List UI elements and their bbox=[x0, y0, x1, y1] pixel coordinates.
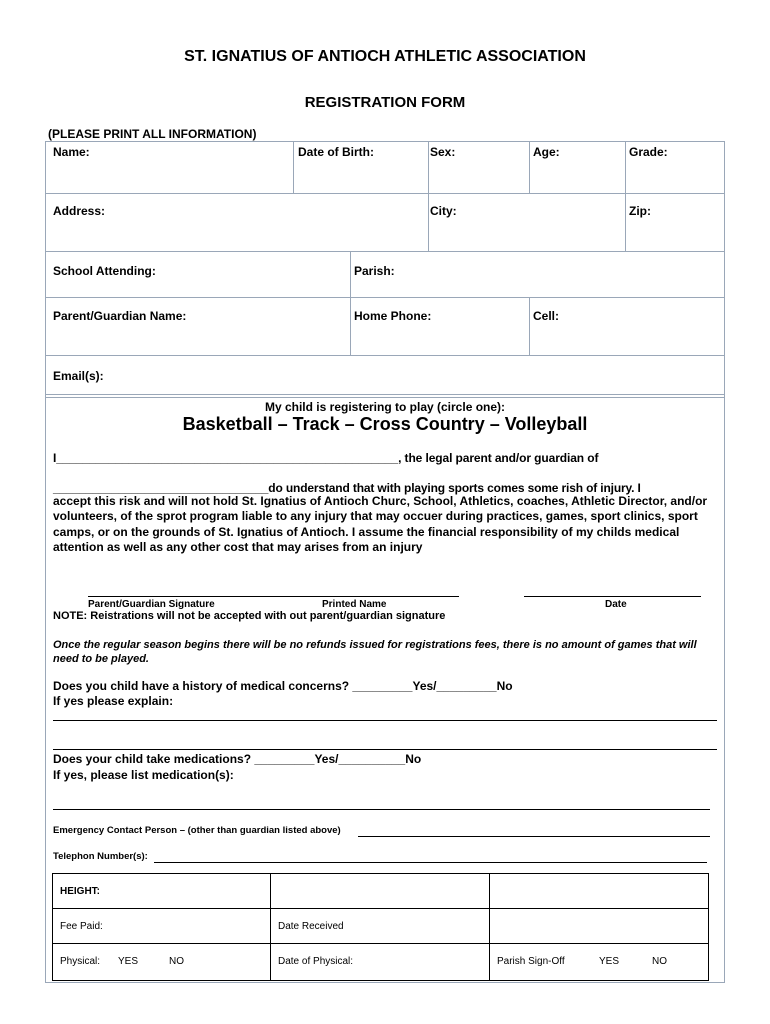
waiver-body: accept this risk and will not hold St. Ignatius of Antioch Churc, School, Athletics, coaches, Athletic Director, and/or volunteers, of the sprot program liable to any injury that may occuer during practices, games, sport clinics, sport camps, or on the grounds of St. Ignatius of Antioch. I assume the financial responsibility of my childs medical attention as well as any other cost that may arises from an injury bbox=[53, 494, 708, 555]
height-field[interactable]: HEIGHT: bbox=[60, 886, 100, 897]
grid-line bbox=[52, 908, 708, 909]
medications-list-label: If yes, please list medication(s): bbox=[53, 768, 234, 782]
waiver-line-guardian[interactable]: I____________________________________________________, the legal parent and/or guardian of bbox=[53, 451, 599, 465]
city-field[interactable]: City: bbox=[430, 204, 457, 218]
medications-question[interactable]: Does your child take medications? _________Yes/__________No bbox=[53, 752, 422, 766]
grid-line bbox=[428, 141, 429, 251]
form-title: ST. IGNATIUS OF ANTIOCH ATHLETIC ASSOCIATION bbox=[184, 48, 586, 65]
sex-field[interactable]: Sex: bbox=[430, 145, 456, 159]
waiver-line-child[interactable]: _________________________________do understand that with playing sports comes some rish of injury. I bbox=[53, 481, 641, 495]
parish-signoff-field: Parish Sign-Off bbox=[497, 956, 565, 967]
sport-prompt: My child is registering to play (circle one): bbox=[264, 400, 506, 414]
telephone-label: Telephon Number(s): bbox=[53, 851, 148, 862]
telephone-line[interactable] bbox=[154, 862, 707, 863]
physical-field: Physical: bbox=[60, 956, 101, 967]
grid-line bbox=[529, 297, 530, 355]
guardian-name-field[interactable]: Parent/Guardian Name: bbox=[53, 309, 187, 323]
grid-line bbox=[45, 193, 724, 194]
printed-name-label: Printed Name bbox=[322, 599, 387, 610]
grid-line bbox=[52, 943, 708, 944]
refund-notice: Once the regular season begins there will be no refunds issued for registrations fees, there is no amount of games that will need to be played. bbox=[53, 639, 697, 665]
grid-line bbox=[270, 873, 271, 980]
signoff-no-option[interactable]: NO bbox=[652, 956, 667, 967]
signoff-yes-option[interactable]: YES bbox=[599, 956, 620, 967]
physical-no-option[interactable]: NO bbox=[169, 956, 184, 967]
grid-line bbox=[45, 251, 724, 252]
grid-line bbox=[45, 297, 724, 298]
medical-history-question[interactable]: Does you child have a history of medical concerns? _________Yes/_________No bbox=[53, 679, 513, 693]
physical-yes-option[interactable]: YES bbox=[118, 956, 139, 967]
dob-field[interactable]: Date of Birth: bbox=[298, 145, 374, 159]
age-field[interactable]: Age: bbox=[533, 145, 560, 159]
grid-line bbox=[529, 141, 530, 193]
date-received-field[interactable]: Date Received bbox=[278, 921, 344, 932]
cell-field[interactable]: Cell: bbox=[533, 309, 560, 323]
date-label: Date bbox=[605, 599, 627, 610]
grid-line bbox=[625, 141, 626, 251]
grid-line bbox=[45, 355, 724, 356]
parish-field[interactable]: Parish: bbox=[354, 264, 395, 278]
date-line[interactable] bbox=[524, 596, 701, 597]
explain-line[interactable] bbox=[53, 749, 717, 750]
date-of-physical-field[interactable]: Date of Physical: bbox=[278, 956, 354, 967]
school-field[interactable]: School Attending: bbox=[53, 264, 156, 278]
grid-line bbox=[489, 873, 490, 980]
grid-line bbox=[293, 141, 294, 193]
sport-options[interactable]: Basketball – Track – Cross Country – Volleyball bbox=[182, 414, 588, 434]
print-instruction: (PLEASE PRINT ALL INFORMATION) bbox=[48, 127, 257, 141]
medications-line[interactable] bbox=[53, 809, 710, 810]
signature-label: Parent/Guardian Signature bbox=[88, 599, 215, 610]
home-phone-field[interactable]: Home Phone: bbox=[354, 309, 432, 323]
zip-field[interactable]: Zip: bbox=[629, 204, 651, 218]
address-field[interactable]: Address: bbox=[53, 204, 106, 218]
grid-line bbox=[45, 397, 724, 398]
signature-line[interactable] bbox=[88, 596, 459, 597]
emergency-contact-label: Emergency Contact Person – (other than guardian listed above) bbox=[53, 825, 341, 836]
fee-paid-field[interactable]: Fee Paid: bbox=[60, 921, 103, 932]
grade-field[interactable]: Grade: bbox=[629, 145, 668, 159]
form-subtitle: REGISTRATION FORM bbox=[304, 94, 466, 111]
medical-explain-label: If yes please explain: bbox=[53, 694, 174, 708]
explain-line[interactable] bbox=[53, 720, 717, 721]
grid-line bbox=[45, 394, 724, 395]
signature-note: NOTE: Reistrations will not be accepted with out parent/guardian signature bbox=[53, 610, 446, 622]
emergency-contact-line[interactable] bbox=[358, 836, 710, 837]
email-field[interactable]: Email(s): bbox=[53, 369, 104, 383]
name-field[interactable]: Name: bbox=[53, 145, 90, 159]
grid-line bbox=[350, 251, 351, 355]
